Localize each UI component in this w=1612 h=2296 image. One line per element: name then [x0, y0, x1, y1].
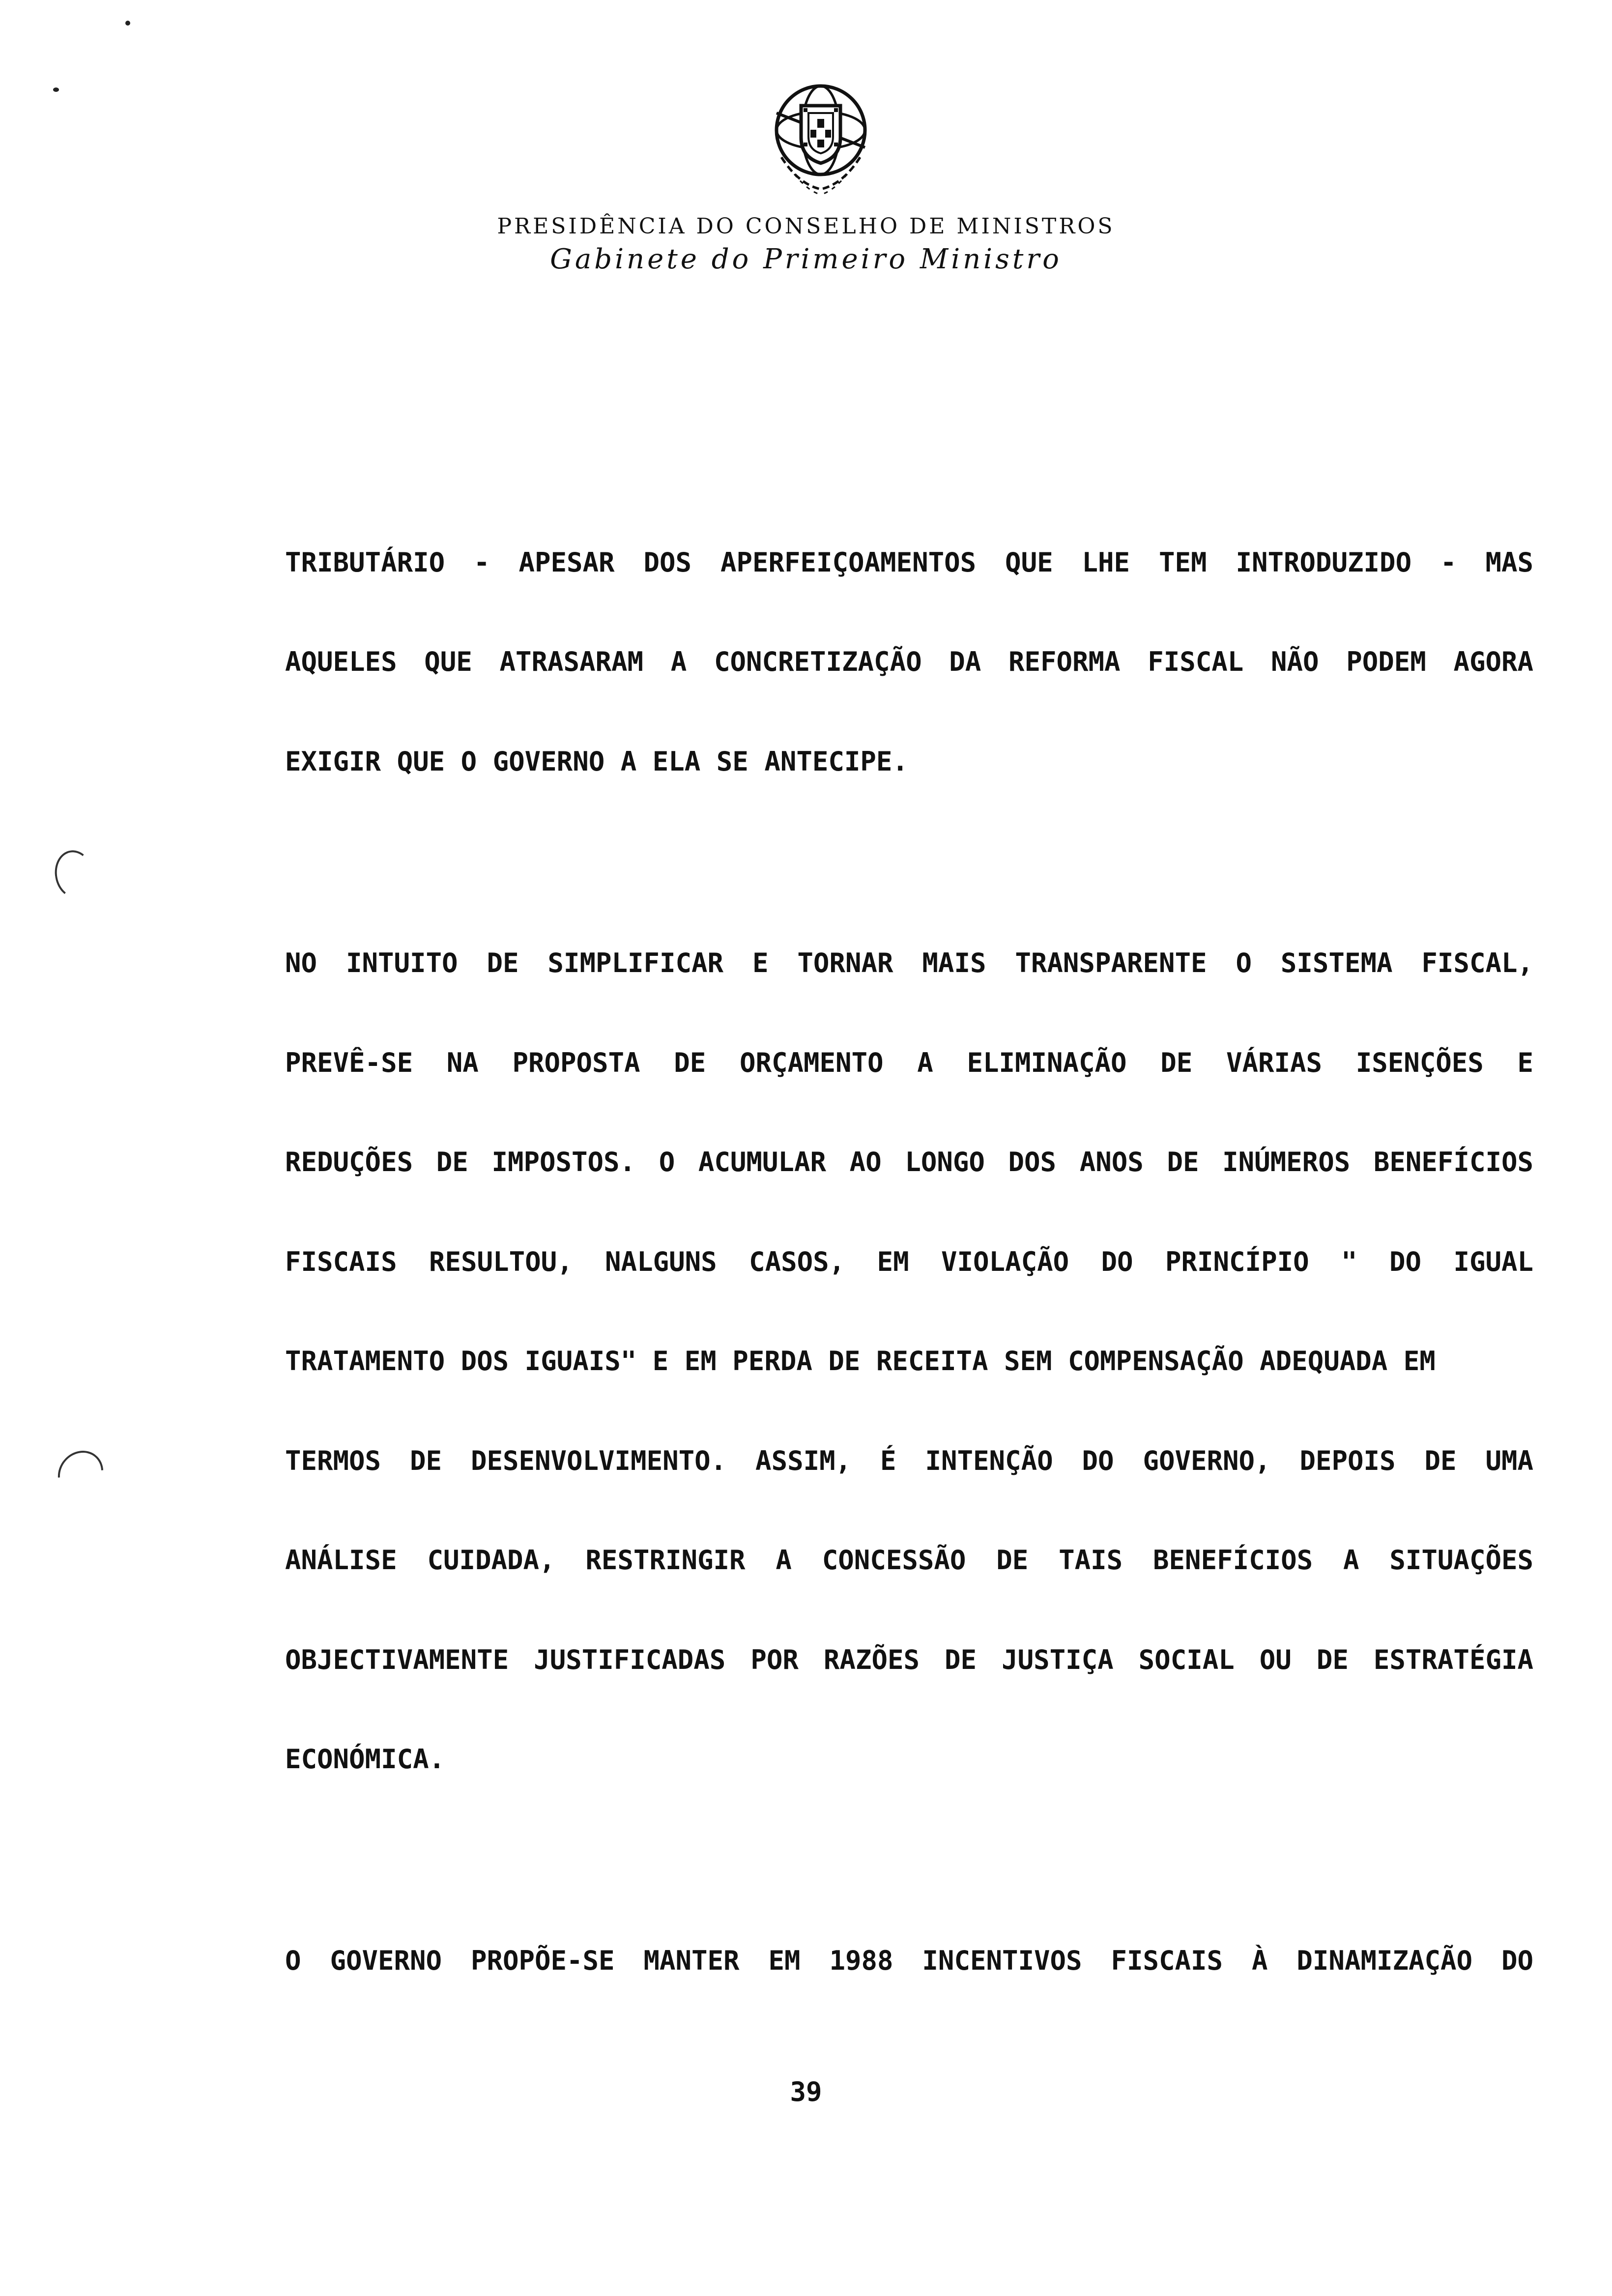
coat-of-arms-icon [764, 79, 877, 201]
scan-speck [53, 87, 59, 92]
scan-speck [125, 21, 130, 26]
text-line: TERMOS DE DESENVOLVIMENTO. ASSIM, É INTENÇÃO DO GOVERNO, DEPOIS DE UMA [285, 1445, 1533, 1476]
text-line: NO INTUITO DE SIMPLIFICAR E TORNAR MAIS TRANSPARENTE O SISTEMA FISCAL, [285, 947, 1533, 978]
text-line: ANÁLISE CUIDADA, RESTRINGIR A CONCESSÃO DE TAIS BENEFÍCIOS A SITUAÇÕES [285, 1545, 1533, 1576]
text-line: TRATAMENTO DOS IGUAIS" E EM PERDA DE RECEITA SEM COMPENSAÇÃO ADEQUADA EM [285, 1346, 1436, 1377]
text-line: FISCAIS RESULTOU, NALGUNS CASOS, EM VIOLAÇÃO DO PRINCÍPIO " DO IGUAL [285, 1246, 1533, 1277]
text-line: O GOVERNO PROPÕE-SE MANTER EM 1988 INCENTIVOS FISCAIS À DINAMIZAÇÃO DO [285, 1945, 1533, 1976]
letterhead-organization: PRESIDÊNCIA DO CONSELHO DE MINISTROS [497, 214, 1115, 239]
margin-bracket-mark [51, 847, 97, 901]
text-line: AQUELES QUE ATRASARAM A CONCRETIZAÇÃO DA REFORMA FISCAL NÃO PODEM AGORA [285, 646, 1533, 677]
text-line: OBJECTIVAMENTE JUSTIFICADAS POR RAZÕES DE JUSTIÇA SOCIAL OU DE ESTRATÉGIA [285, 1644, 1533, 1675]
text-line: ECONÓMICA. [285, 1744, 445, 1775]
text-line: REDUÇÕES DE IMPOSTOS. O ACUMULAR AO LONGO DOS ANOS DE INÚMEROS BENEFÍCIOS [285, 1147, 1533, 1177]
page-number: 39 [790, 2076, 822, 2107]
letterhead-office: Gabinete do Primeiro Ministro [550, 243, 1062, 275]
text-line: PREVÊ-SE NA PROPOSTA DE ORÇAMENTO A ELIMINAÇÃO DE VÁRIAS ISENÇÕES E [285, 1047, 1533, 1078]
margin-bracket-mark [49, 1441, 113, 1506]
text-line: EXIGIR QUE O GOVERNO A ELA SE ANTECIPE. [285, 746, 908, 777]
text-line: TRIBUTÁRIO - APESAR DOS APERFEIÇOAMENTOS QUE LHE TEM INTRODUZIDO - MAS [285, 547, 1533, 578]
